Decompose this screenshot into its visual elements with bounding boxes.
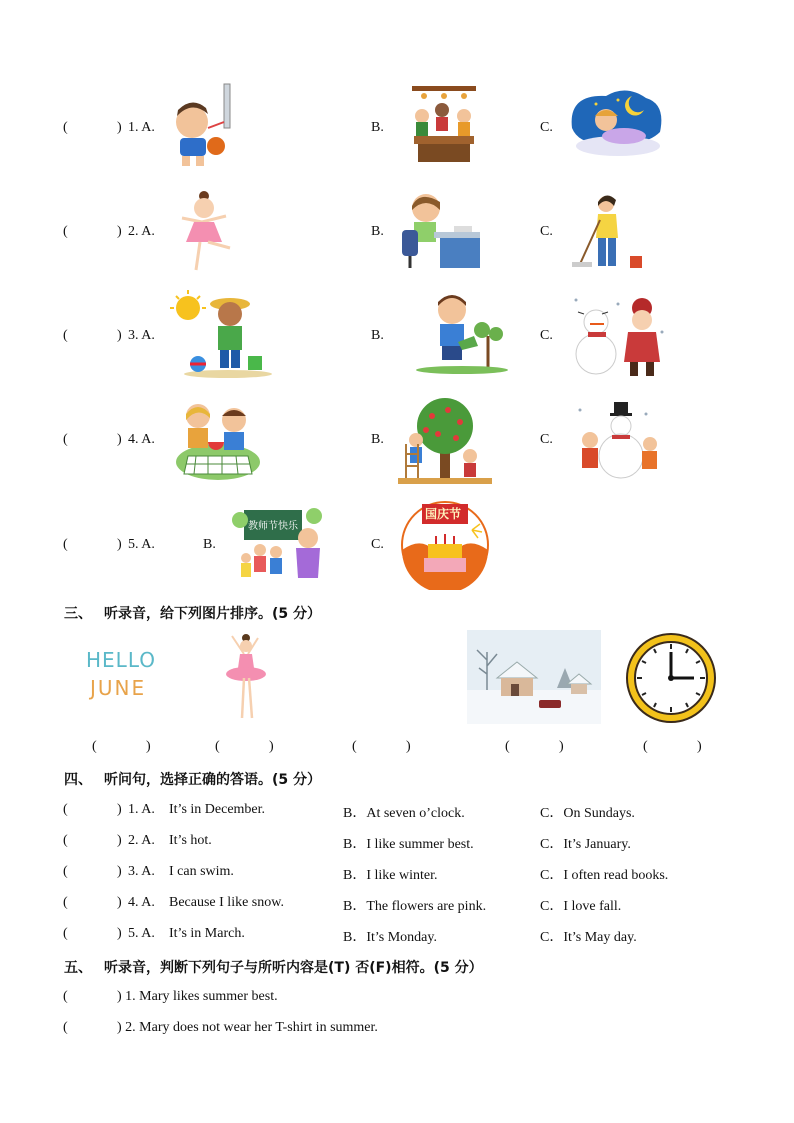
option-a: I can swim.: [169, 864, 234, 879]
answer-paren-open: (: [63, 537, 68, 552]
option-c: C．On Sundays.: [540, 806, 635, 821]
section-4-heading: 听问句，选择正确的答语。(5 分）: [104, 772, 322, 788]
question-number: 4. A.: [128, 432, 155, 447]
option-b-label: B.: [371, 224, 384, 239]
answer-paren-open: (: [63, 833, 68, 848]
answer-paren-open: (: [63, 432, 68, 447]
answer-paren-open: (: [63, 1020, 68, 1035]
option-c-label: C.: [540, 328, 553, 343]
option-b-label: B.: [371, 120, 384, 135]
summer-beach-boy-picture: [168, 290, 274, 378]
boy-watering-tree-picture: [412, 290, 508, 376]
sleeping-child-picture: [566, 84, 666, 164]
option-a: It’s in March.: [169, 926, 245, 941]
option-b-label: B.: [371, 328, 384, 343]
answer-paren-close: ): [117, 224, 122, 239]
question-number: 1. A.: [128, 802, 155, 817]
woman-mopping-picture: [570, 190, 646, 272]
option-b: B．It’s Monday.: [343, 930, 437, 945]
option-a: Because I like snow.: [169, 895, 284, 910]
question-number: 1. A.: [128, 120, 155, 135]
order-blank-open: (: [92, 739, 97, 754]
answer-paren-open: (: [63, 864, 68, 879]
answer-paren-close: ): [117, 328, 122, 343]
question-number: 3. A.: [128, 328, 155, 343]
option-c-label: C.: [540, 120, 553, 135]
option-a: It’s hot.: [169, 833, 212, 848]
girl-and-snowman-picture: [568, 292, 668, 380]
answer-paren-close: ): [117, 926, 122, 941]
ballerina-picture: [222, 632, 268, 724]
section-4-number: 四、: [64, 772, 92, 788]
question-number: 4. A.: [128, 895, 155, 910]
option-b-label: B.: [371, 432, 384, 447]
answer-paren-open: (: [63, 120, 68, 135]
option-a: It’s in December.: [169, 802, 266, 817]
answer-paren-open: (: [63, 802, 68, 817]
option-b: B．I like winter.: [343, 868, 438, 883]
answer-paren-close: ): [117, 120, 122, 135]
kids-snowman-picture: [576, 400, 660, 484]
answer-paren-close: ): [117, 432, 122, 447]
section-5-heading: 听录音，判断下列句子与所听内容是(T) 否(F)相符。(5 分）: [104, 960, 483, 976]
option-c: C．I love fall.: [540, 899, 622, 914]
hello-june-line2: JUNE: [90, 676, 147, 700]
section-3-number: 三、: [64, 606, 92, 622]
order-blank-open: (: [215, 739, 220, 754]
national-day-text: 国庆节: [425, 507, 462, 521]
option-c-label: C.: [540, 432, 553, 447]
hello-june-line1: HELLO: [86, 648, 156, 672]
answer-paren-close: ): [117, 802, 122, 817]
apple-picking-picture: [398, 396, 492, 484]
boy-at-desk-picture: [400, 188, 482, 272]
answer-paren-open: (: [63, 989, 68, 1004]
answer-paren-close: ): [117, 895, 122, 910]
snowy-house-picture: [467, 630, 601, 724]
question-number: 5. A.: [128, 926, 155, 941]
order-blank-close: ): [697, 739, 702, 754]
ballet-girl-picture: [172, 190, 236, 274]
answer-paren-open: (: [63, 224, 68, 239]
answer-paren-open: (: [63, 926, 68, 941]
option-c: C．I often read books.: [540, 868, 669, 883]
answer-paren-open: (: [63, 895, 68, 910]
order-blank-open: (: [505, 739, 510, 754]
option-c-label: C.: [540, 224, 553, 239]
order-blank-close: ): [559, 739, 564, 754]
order-blank-open: (: [643, 739, 648, 754]
question-number: 2. A.: [128, 833, 155, 848]
statement-2: ) 2. Mary does not wear her T-shirt in summer.: [117, 1020, 378, 1035]
basketball-boy-picture: [168, 82, 236, 168]
teachers-day-text: 教师节快乐: [248, 521, 298, 532]
option-c: C．It’s May day.: [540, 930, 637, 945]
hello-june-picture: [86, 648, 156, 704]
order-blank-open: (: [352, 739, 357, 754]
section-3-heading: 听录音，给下列图片排序。(5 分）: [104, 606, 322, 622]
answer-paren-close: ): [117, 864, 122, 879]
order-blank-close: ): [269, 739, 274, 754]
statement-1: ) 1. Mary likes summer best.: [117, 989, 278, 1004]
answer-paren-open: (: [63, 328, 68, 343]
question-number: 2. A.: [128, 224, 155, 239]
option-b: B．I like summer best.: [343, 837, 474, 852]
option-b: B．At seven o’clock.: [343, 806, 465, 821]
answer-paren-close: ): [117, 537, 122, 552]
picnic-watermelon-picture: [172, 396, 262, 484]
order-blank-close: ): [146, 739, 151, 754]
order-blank-close: ): [406, 739, 411, 754]
question-number: 5. A.: [128, 537, 155, 552]
clock-picture: [624, 632, 718, 724]
section-5-number: 五、: [64, 960, 92, 976]
question-number: 3. A.: [128, 864, 155, 879]
answer-paren-close: ): [117, 833, 122, 848]
national-day-cake-picture: [400, 500, 490, 590]
option-b: B．The flowers are pink.: [343, 899, 487, 914]
option-b-label: B.: [203, 537, 216, 552]
family-dinner-picture: [410, 84, 478, 166]
option-c-label: C.: [371, 537, 384, 552]
teachers-day-card-picture: [230, 498, 322, 586]
option-c: C．It’s January.: [540, 837, 631, 852]
